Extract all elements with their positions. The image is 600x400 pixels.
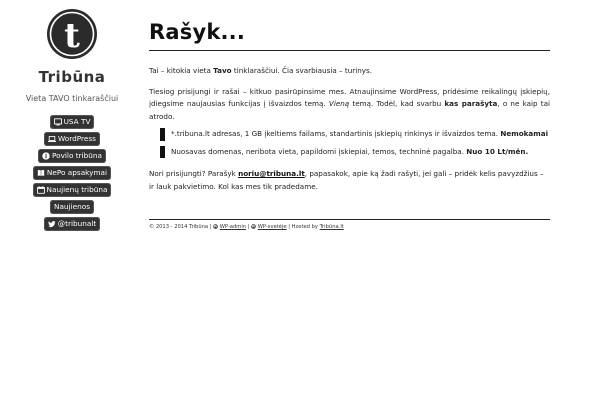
nav-label: Naujienos — [54, 202, 90, 211]
nav-label: USA TV — [63, 117, 91, 126]
wp-site-link[interactable]: WP-svetėje — [257, 224, 287, 230]
email-link[interactable]: noriu@tribuna.lt — [238, 169, 305, 178]
tv-icon — [54, 118, 62, 126]
join-paragraph: Nori prisijungti? Parašyk noriu@tribuna.lt, papasakok, apie ką žadi rašyti, jei gali – pridėk kelis pavyzdžius – ir lauk pakvietimo. Kol kas mes tik pradedame. — [149, 169, 544, 191]
laptop-icon — [48, 135, 56, 143]
site-tagline: Vieta TAVO tinkaraščiui — [25, 94, 119, 103]
paid-plan-quote: Nuosavas domenas, neribota vieta, papildomi įskiepiai, temos, techninė pagalba. Nuo 10 Lt/mėn. — [160, 146, 550, 159]
description-paragraph: Tiesiog prisijungi ir rašai – kitkuo pasirūpinsime mes. Atnaujinsime WordPress, pridėsime reikalingų įskiepių, įdiegsime naujausias funkcijas į išvaizdos temą. Vieną temą. Todėl, kad svarbu kas parašyta, o ne kaip tai atrodo. — [149, 86, 550, 121]
site-title[interactable]: Tribūna — [38, 68, 106, 86]
twitter-icon — [48, 220, 56, 228]
wp-admin-link[interactable]: WP-admin — [219, 224, 247, 230]
sidebar-nav — [22, 115, 122, 231]
article-body — [149, 65, 550, 193]
main-content — [149, 20, 550, 230]
info-icon — [42, 152, 50, 160]
footer-divider — [149, 219, 550, 220]
page-title: Rašyk... — [149, 20, 246, 44]
nav-wordpress[interactable] — [44, 132, 100, 146]
nav-usa-tv[interactable] — [50, 115, 95, 129]
nav-povilo-tribuna[interactable] — [38, 149, 106, 163]
intro-paragraph: Tai – kitokia vieta Tavo tinklaraščiui. Čia svarbiausia – turinys. — [149, 66, 373, 75]
wordpress-icon — [213, 224, 218, 229]
free-plan-quote: *.tribuna.lt adresas, 1 GB įkeltiems failams, standartinis įskiepių rinkinys ir išvaizdos tema. Nemokamai — [160, 128, 550, 141]
nav-twitter[interactable] — [44, 217, 100, 231]
nav-label: NePo apsakymai — [46, 168, 108, 177]
nav-nepo-apsakymai[interactable] — [33, 166, 111, 180]
book-icon — [37, 169, 45, 177]
logo-letter: t — [64, 16, 80, 56]
nav-label: Naujienų tribūna — [46, 185, 108, 194]
title-divider — [149, 50, 550, 51]
sidebar — [22, 8, 122, 231]
footer: © 2013 - 2014 Tribūna | W WP-admin | W WP-svetėje | Hosted by Tribūna.lt — [149, 224, 344, 230]
host-link[interactable]: Tribūna.lt — [319, 224, 344, 230]
svg-text:W: W — [251, 224, 256, 229]
svg-text:W: W — [213, 224, 218, 229]
wordpress-icon — [251, 224, 256, 229]
nav-naujienos[interactable] — [50, 200, 94, 214]
nav-label: @tribunalt — [57, 219, 97, 228]
nav-label: WordPress — [58, 134, 96, 143]
nav-label: Povilo tribūna — [51, 151, 102, 160]
calendar-icon — [37, 186, 45, 194]
nav-naujienu-tribuna[interactable] — [33, 183, 112, 197]
copyright: © 2013 - 2014 Tribūna — [149, 224, 209, 230]
site-logo[interactable] — [46, 8, 98, 60]
